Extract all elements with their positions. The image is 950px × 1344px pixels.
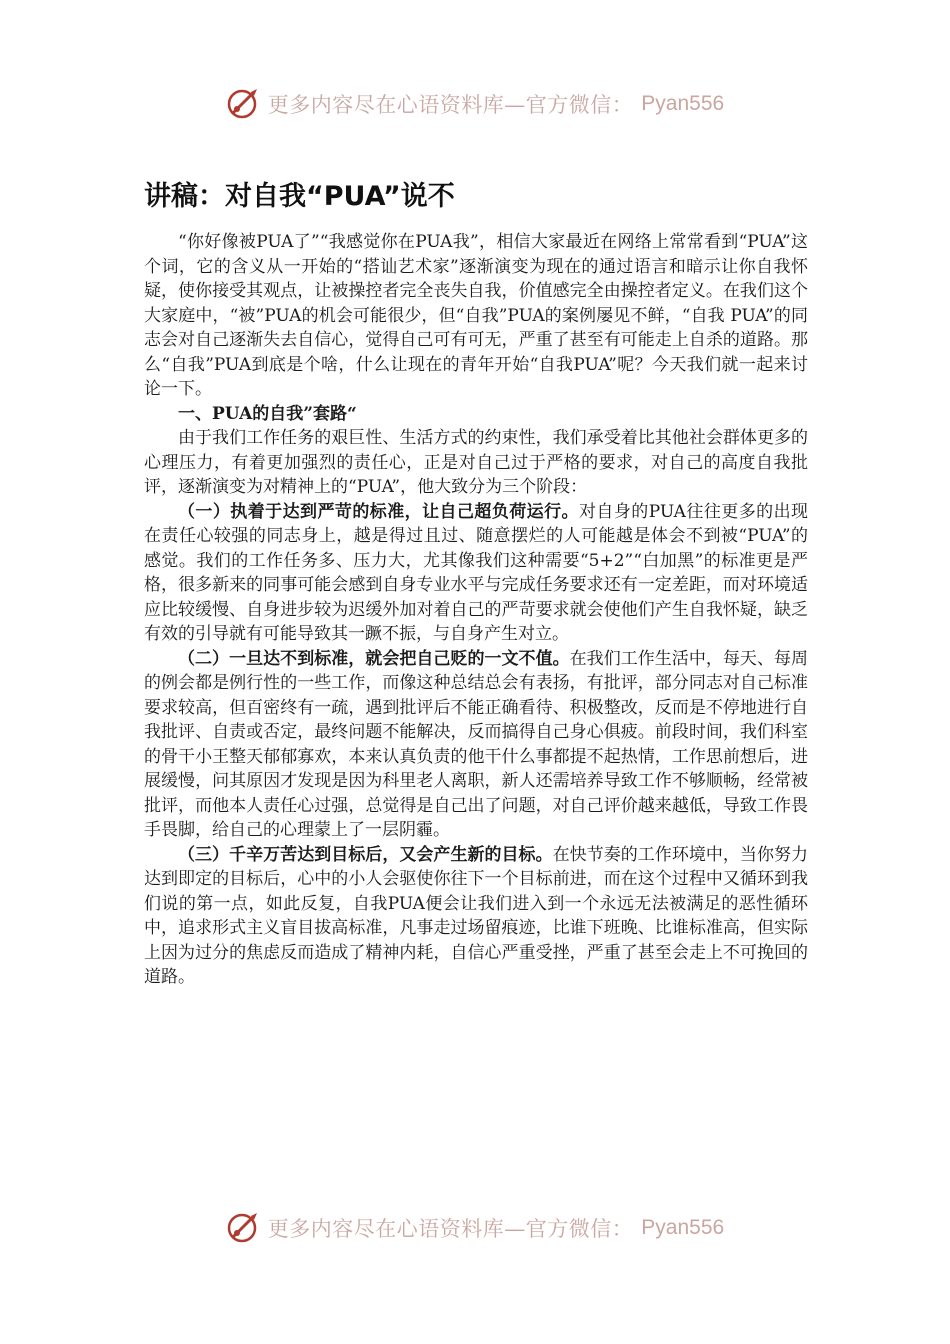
stage-lead-3: （三）千辛万苦达到目标后，又会产生新的目标。	[178, 844, 553, 865]
document-body	[144, 230, 808, 990]
stage-body-3: 在快节奏的工作环境中，当你努力达到即定的目标后，心中的小人会驱使你往下一个目标前进，而在这个过程中又循环到我们说的第一点，如此反复，自我PUA便会让我们进入到一个永远无法被满足的恶性循环中，追求形式主义盲目拔高标准，凡事走过场留痕迹，比谁下班晚、比谁标准高，但实际上因为过分的焦虑反而造成了精神内耗，自信心严重受挫，严重了甚至会走上不可挽回的道路。	[144, 844, 809, 987]
brush-logo-icon	[226, 1211, 260, 1245]
banner-text: 更多内容尽在心语资料库—官方微信：	[267, 93, 634, 117]
stage-lead-2: （二）一旦达不到标准，就会把自己贬的一文不值。	[178, 648, 570, 669]
intro-paragraph: “你好像被PUA了”“我感觉你在PUA我”，相信大家最近在网络上常常看到“PUA”这个词，它的含义从一开始的“搭讪艺术家”逐渐演变为现在的通过语言和暗示让你自我怀疑，使你接受其观点，让被操控者完全丧失自我，价值感完全由操控者定义。在我们这个大家庭中，“被”PUA的机会可能很少，但“自我”PUA的案例屡见不鲜，“自我 PUA”的同志会对自己逐渐失去自信心，觉得自己可有可无，严重了甚至有可能走上自杀的道路。那么“自我”PUA到底是个啥，什么让现在的青年开始“自我PUA”呢？今天我们就一起来讨论一下。	[144, 232, 808, 399]
stage-paragraph-2	[144, 647, 808, 843]
stage-lead-1: （一）执着于达到严苛的标准，让自己超负荷运行。	[178, 501, 579, 522]
brush-logo-icon	[226, 87, 260, 121]
banner-wechat-id: Pyan556	[641, 92, 725, 115]
section-heading: 一、PUA的自我”套路“	[178, 403, 357, 424]
stage-body-1: 对自身的PUA往往更多的出现在责任心较强的同志身上，越是得过且过、随意摆烂的人可能越是体会不到被“PUA”的感觉。我们的工作任务多、压力大，尤其像我们这种需要“5+2”“白加黑”的标准更是严格，很多新来的同事可能会感到自身专业水平与完成任务要求还有一定差距，而对环境适应比较缓慢、自身进步较为迟缓外加对着自己的严苛要求就会使他们产生自我怀疑，缺乏有效的引导就有可能导致其一蹶不振，与自身产生对立。	[144, 501, 808, 644]
stage-paragraph-1	[144, 500, 808, 647]
document-title: 讲稿：对自我“PUA”说不	[144, 181, 455, 212]
header-banner	[0, 82, 950, 126]
stage-paragraph-3	[144, 843, 808, 990]
banner-wechat-id: Pyan556	[641, 1216, 725, 1239]
section-paragraph: 由于我们工作任务的艰巨性、生活方式的约束性，我们承受着比其他社会群体更多的心理压力，有着更加强烈的责任心，正是对自己过于严格的要求，对自己的高度自我批评，逐渐演变为对精神上的“PUA”，他大致分为三个阶段：	[144, 428, 808, 497]
banner-text: 更多内容尽在心语资料库—官方微信：	[267, 1217, 634, 1241]
stage-body-2: 在我们工作生活中，每天、每周的例会都是例行性的一些工作，而像这种总结总会有表扬，有批评，部分同志对自己标准要求较高，但百密终有一疏，遇到批评后不能正确看待、积极整改，反而是不停地进行自我批评、自责或否定，最终问题不能解决，反而搞得自己身心俱疲。前段时间，我们科室的骨干小王整天郁郁寡欢，本来认真负责的他干什么事都提不起热情，工作思前想后，进展缓慢，问其原因才发现是因为科里老人离职，新人还需培养导致工作不够顺畅，经常被批评，而他本人责任心过强，总觉得是自己出了问题，对自己评价越来越低，导致工作畏手畏脚，给自己的心理蒙上了一层阴霾。	[144, 648, 809, 840]
footer-banner	[0, 1206, 950, 1250]
